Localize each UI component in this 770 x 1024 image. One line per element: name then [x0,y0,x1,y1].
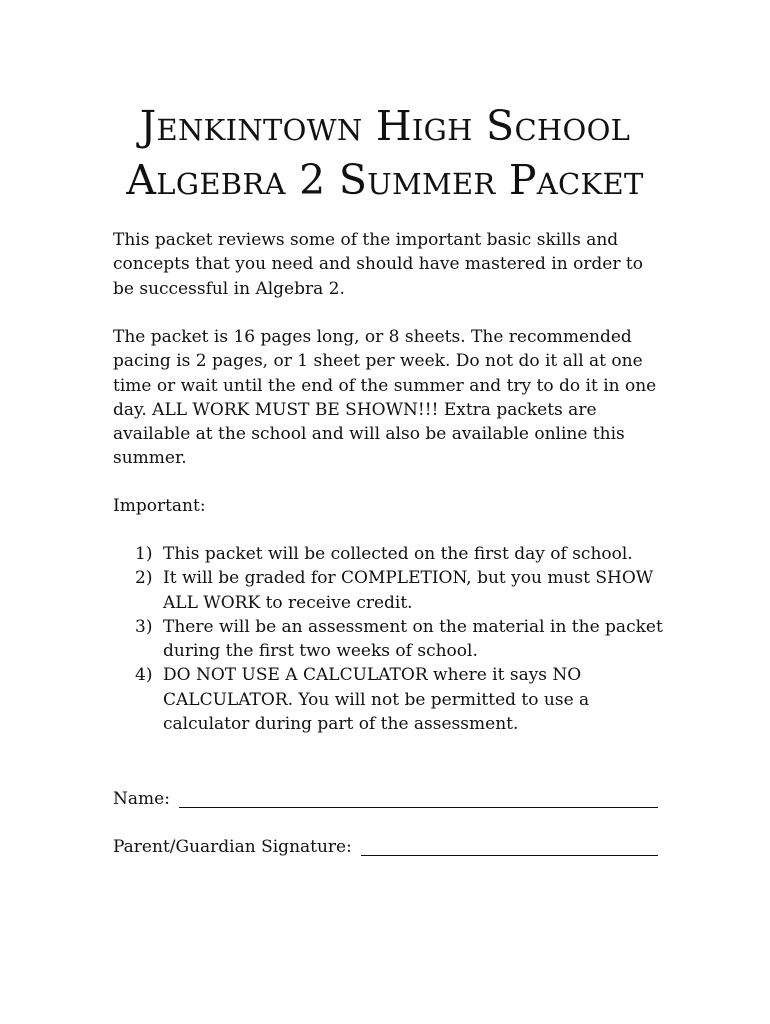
important-label: Important: [113,496,206,516]
list-item-text: It will be graded for COMPLETION, but you must SHOW ALL WORK to receive credit. [163,568,654,613]
list-item-number: 3) [135,616,153,637]
list-item [113,663,673,736]
name-label: Name: [113,789,176,809]
list-item-number: 1) [135,544,153,564]
signature-label: Parent/Guardian Signature: [113,837,358,857]
name-field[interactable] [113,785,658,811]
details-paragraph: The packet is 16 pages long, or 8 sheets. The recommended pacing is 2 pages, or 1 sheet per week. Do not do it all at one time or wait until the end of the summer and try to do it in one day. ALL WORK MUST BE SHOWN!!! Extra packets are available at the school and will also be available online this summer. [113,327,657,469]
list-item-number: 2) [135,568,153,589]
list-item-text: This packet will be collected on the first day of school. [163,544,633,564]
list-item-text: There will be an assessment on the material in the packet during the first two weeks of school. [163,616,663,662]
list-item [113,566,673,615]
signature-blank-line[interactable] [361,837,658,856]
list-item-text: DO NOT USE A CALCULATOR where it says NO CALCULATOR. You will not be permitted to use a calculator during part of the assessment. [163,665,590,735]
signature-field[interactable] [113,833,658,859]
important-list [113,542,673,736]
list-item [113,542,673,566]
intro-paragraph: This packet reviews some of the important basic skills and concepts that you need and should have mastered in order to be successful in Algebra 2. [113,230,643,299]
name-blank-line[interactable] [179,789,658,808]
document-title-line-1: Jenkintown High School [139,102,631,150]
list-item [113,615,673,664]
document-title-line-2: Algebra 2 Summer Packet [126,156,644,204]
list-item-number: 4) [135,665,153,686]
